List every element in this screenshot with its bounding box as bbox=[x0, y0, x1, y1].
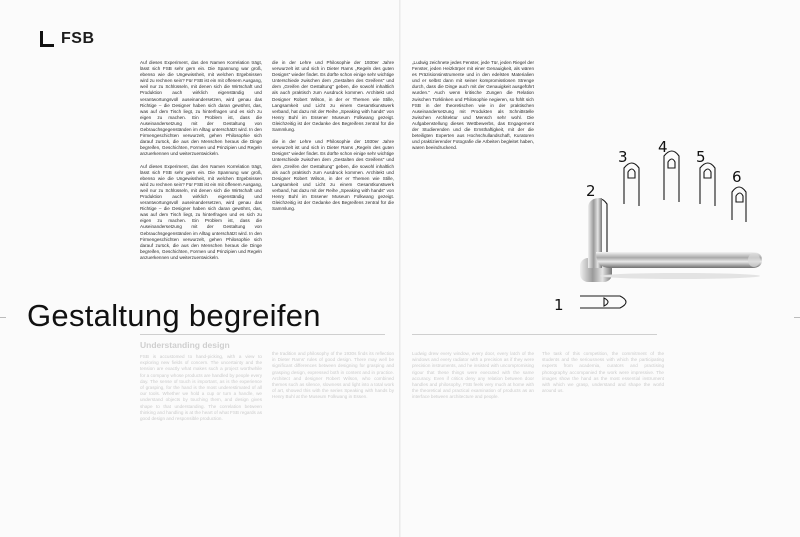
nail-1 bbox=[604, 298, 608, 306]
sketch-number-3: 3 bbox=[618, 148, 628, 166]
crop-mark-left bbox=[0, 317, 6, 318]
english-text-column-2 bbox=[272, 351, 394, 511]
finger-6-sketch bbox=[732, 187, 746, 222]
english-paragraph: Ludwig drew every window, every door, every latch of the windows and every radiator with a precision as if they were precision instruments, and he insisted with uncompromising rigour that these things were executed with the same accuracy. Even if critics deny any relation between door handles and philosophy, FSB feels very much at home with the theoretical and practical examination of products as an interface between architecture and people. bbox=[412, 351, 534, 400]
german-paragraph: „Ludwig zeichnete jedes Fenster, jede Tür, jeden Riegel der Fenster, jeden Heizkörper mit einer Genauigkeit, als wären es Präzisionsinstrumente und in den edelsten Materialien und er selbst dann mit seiner kompromisslosen Strenge durch, dass die Dinge auch mit der Genauigkeit ausgeführt wurden." Auch wenn kritische Zungen die Relation zwischen Türklinken und Philosophie negieren, so fühlt sich FSB in der theoretischen wie in der praktischen Auseinandersetzung mit Produkten als Schnittstelle zwischen Architektur und Mensch sehr wohl. Die Aufgabenstellung dieses Wettbewerbs, das Engagement der Studierenden und die Ernsthaftigkeit, mit der die beteiligten Experten aus Hochschullandschaft, Kuratoren und praktizierender Fotografie die Arbeiten begleitet haben, waren beeindruckend. bbox=[412, 60, 534, 151]
fsb-logo bbox=[40, 29, 95, 47]
english-paragraph: FSB is accustomed to hand-picking, with a view to exploring new fields of concern. The uncertainty and the tension are exactly what makes such a project worthwhile for a company whose products are handled by people every day. The sense of touch is important, as is the experience of grasping, for the hand is the most underestimated of all our tools. Whether we hold a cup or turn a handle, we understand objects by touching them, and design gives shape to that understanding. The correlation between thinking and handling is at the heart of what FSB regards as good design and responsible production. bbox=[140, 354, 262, 422]
finger-sketches bbox=[580, 151, 746, 308]
english-paragraph: The task of this competition, the commitment of the students and the seriousness with which the participating experts from academia, curators and practising photography accompanied the work were impressive. The images show the hand as the most essential instrument with which we grasp, understand and shape the world around us. bbox=[542, 351, 664, 394]
page-gutter bbox=[399, 0, 401, 537]
nail-3 bbox=[628, 169, 635, 178]
fsb-logo-mark-icon bbox=[40, 31, 54, 47]
german-paragraph: die in der Lehre und Philosophie der 1930er Jahre verwurzelt ist und sich in Dieter Rams „Regeln des guten Designs" wieder findet. Es dürfte schon einige sehr wichtige Unterschiede zwischen dem „Gestalten des Greifens" und dem „Greifen der Gestaltung" geben, die sowohl inhaltlich als auch praktisch zum Ausdruck kommen. Architekt und Designer Robert Wilson, in der er Themen wie Stille, Langsamkeit und Licht zu einem Gesamtkunstwerk verband, hat dazu mit der Reihe „Speaking with hands" von Henry Buhl im Essener Museum Folkwang gezeigt. Gleichzeitig ist der Gedanke des Begreifens zentral für die Sammlung. bbox=[272, 60, 394, 133]
sketch-number-6: 6 bbox=[732, 168, 742, 186]
sketch-number-5: 5 bbox=[696, 148, 706, 166]
nail-4 bbox=[668, 159, 675, 168]
handle-end-highlight bbox=[748, 253, 760, 267]
english-text-column-1 bbox=[140, 354, 262, 511]
finger-1-sketch bbox=[580, 296, 626, 308]
sketch-number-2: 2 bbox=[586, 182, 596, 200]
divider-rule-left bbox=[140, 334, 385, 335]
sketch-number-4: 4 bbox=[658, 140, 668, 156]
english-text-column-4 bbox=[542, 351, 664, 511]
sketch-number-1: 1 bbox=[554, 296, 564, 314]
handle-shadow bbox=[600, 273, 760, 279]
german-text-column-1 bbox=[140, 60, 262, 267]
brand-name: FSB bbox=[61, 30, 95, 47]
german-text-column-2 bbox=[272, 60, 394, 218]
german-paragraph-repeat: Auf dieses Experiment, das den Namen Korrelation trägt, lässt sich FSB sehr gern ein. Die Spannung war groß, ebenso wie die Ungewissheit, mit welchen Ergebnissen wird zu rechnen sein? Für FSB ist ein mit offenem Ausgang, weil nur zu Schlüsseln, mit denen sich die Wirtschaft und Produktion auch wirklich eigenständig und verantwortungsvoll auseinandersetzen, wird genau das Richtige – die Designer haben sich daran gewöhnt, das, was auf dem Tisch liegt, zu hinterfragen und es sich zu eigen zu machen. Ein Problem ist, dass die Auseinandersetzung mit der Gestaltung von Gebrauchsgegenständen im Alltag unterschätzt wird. In den Firmengeschichten verwurzelt, gehen Philosophie sich darauf zurück, die aus den Menschen heraus die Dinge begreifen, Geschichten, Formen und Prinzipien und Regeln anzuerkennen und weiterzuentwickeln. bbox=[140, 163, 262, 260]
german-text-column-3 bbox=[412, 60, 534, 157]
english-paragraph: the tradition and philosophy of the 1930s finds its reflection in Dieter Rams' rules of good design. There may well be significant differences between designing for grasping and grasping design, expressed both in content and in practice. Architect and designer Robert Wilson, who combined themes such as silence, slowness and light into a total work of art, showed this with the series Speaking with hands by Henry Buhl at the Museum Folkwang in Essen. bbox=[272, 351, 394, 400]
german-paragraph: Auf dieses Experiment, das den Namen Korrelation trägt, lässt sich FSB sehr gern ein. Die Spannung war groß, ebenso wie die Ungewissheit, mit welchen Ergebnissen wird zu rechnen sein? Für FSB ist ein mit offenem Ausgang, weil nur zu Schlüsseln, mit denen sich die Wirtschaft und Produktion auch wirklich eigenständig und verantwortungsvoll auseinandersetzen, wird genau das Richtige – die Designer haben sich daran gewöhnt, das, was auf dem Tisch liegt, zu hinterfragen und es sich zu eigen zu machen. Ein Problem ist, dass die Auseinandersetzung mit der Gestaltung von Gebrauchsgegenständen im Alltag unterschätzt wird. In den Firmengeschichten verwurzelt, gehen Philosophie sich darauf zurück, die aus den Menschen heraus die Dinge begreifen, Geschichten, Formen und Prinzipien und Regeln anzuerkennen und weiterzuentwickeln. bbox=[140, 60, 262, 157]
page-headline: Gestaltung begreifen bbox=[27, 298, 321, 333]
english-subheading: Understanding design bbox=[140, 340, 230, 350]
handle-lever bbox=[596, 252, 762, 268]
german-paragraph-repeat: die in der Lehre und Philosophie der 1930er Jahre verwurzelt ist und sich in Dieter Rams „Regeln des guten Designs" wieder findet. Es dürfte schon einige sehr wichtige Unterschiede zwischen dem „Gestalten des Greifens" und dem „Greifen der Gestaltung" geben, die sowohl inhaltlich als auch praktisch zum Ausdruck kommen. Architekt und Designer Robert Wilson, in der er Themen wie Stille, Langsamkeit und Licht zu einem Gesamtkunstwerk verband, hat dazu mit der Reihe „Speaking with hands" von Henry Buhl im Essener Museum Folkwang gezeigt. Gleichzeitig ist der Gedanke des Begreifens zentral für die Sammlung. bbox=[272, 139, 394, 212]
crop-mark-right bbox=[794, 317, 800, 318]
divider-rule-right bbox=[412, 334, 657, 335]
nail-6 bbox=[736, 193, 743, 202]
nail-5 bbox=[704, 169, 711, 178]
english-text-column-3 bbox=[412, 351, 534, 511]
handle-and-fingers-illustration bbox=[540, 140, 770, 330]
